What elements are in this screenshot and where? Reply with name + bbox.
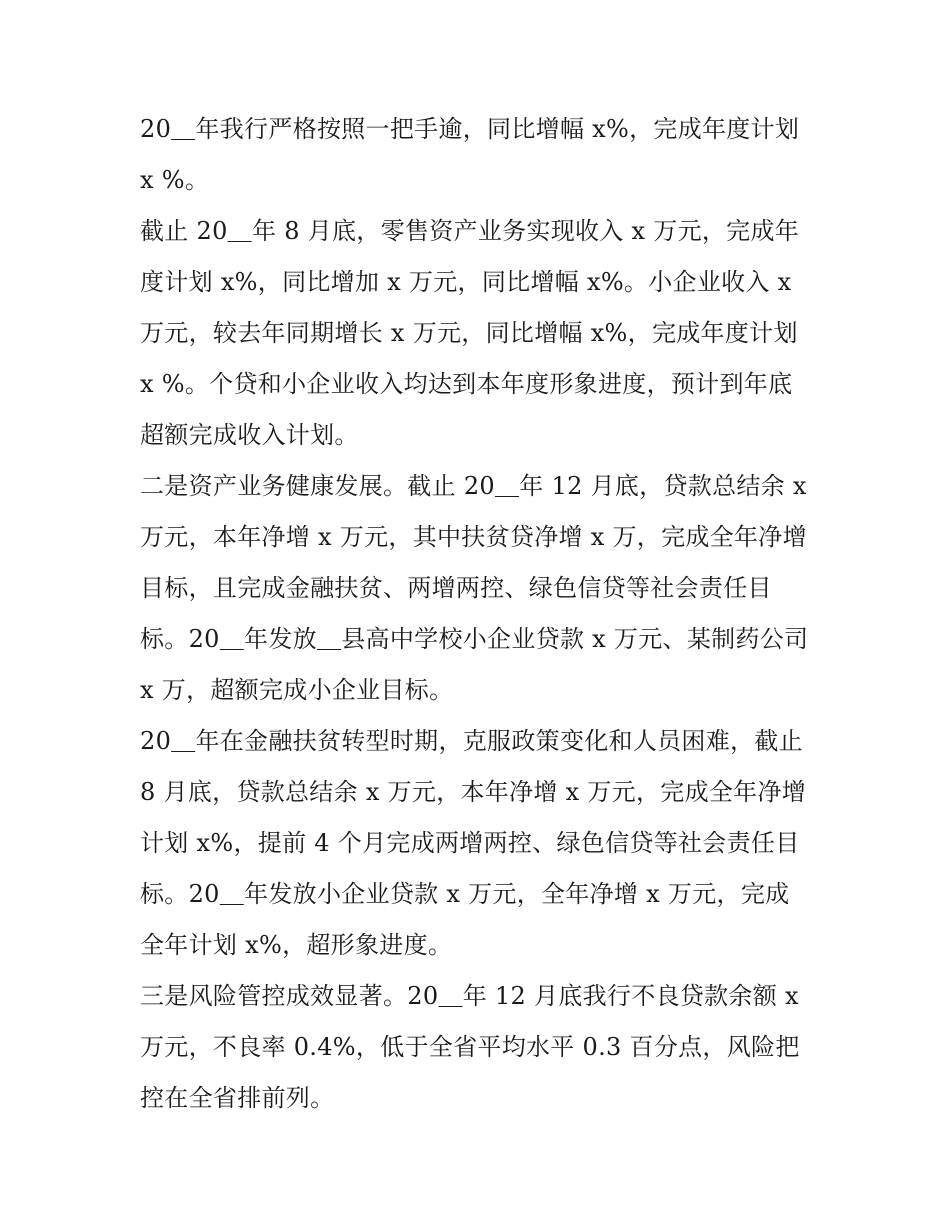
paragraph-3: 二是资产业务健康发展。截止 20＿年 12 月底，贷款总结余 x 万元，本年净增 x 万元，其中扶贫贷净增 x 万，完成全年净增目标，且完成金融扶贫、两增两控、绿色信贷等社会责任目标。20＿年发放＿县高中学校小企业贷款 x 万元、某制药公司 x 万，超额完成小企业目标。 <box>140 472 809 704</box>
document-body <box>140 104 812 1124</box>
paragraph-5: 三是风险管控成效显著。20＿年 12 月底我行不良贷款余额 x 万元，不良率 0.4%，低于全省平均水平 0.3 百分点，风险把控在全省排前列。 <box>140 982 800 1112</box>
paragraph-1: 20＿年我行严格按照一把手逾，同比增幅 x%，完成年度计划 x %。 <box>140 115 800 194</box>
paragraph-2: 截止 20＿年 8 月底，零售资产业务实现收入 x 万元，完成年度计划 x%，同比增加 x 万元，同比增幅 x%。小企业收入 x 万元，较去年同期增长 x 万元，同比增幅 x%，完成年度计划 x %。个贷和小企业收入均达到本年度形象进度，预计到年底超额完成收入计划。 <box>140 217 800 449</box>
paragraph-4: 20＿年在金融扶贫转型时期，克服政策变化和人员困难，截止 8 月底，贷款总结余 x 万元，本年净增 x 万元，完成全年净增计划 x%，提前 4 个月完成两增两控、绿色信贷等社会责任目标。20＿年发放小企业贷款 x 万元，全年净增 x 万元，完成全年计划 x%，超形象进度。 <box>140 727 807 959</box>
